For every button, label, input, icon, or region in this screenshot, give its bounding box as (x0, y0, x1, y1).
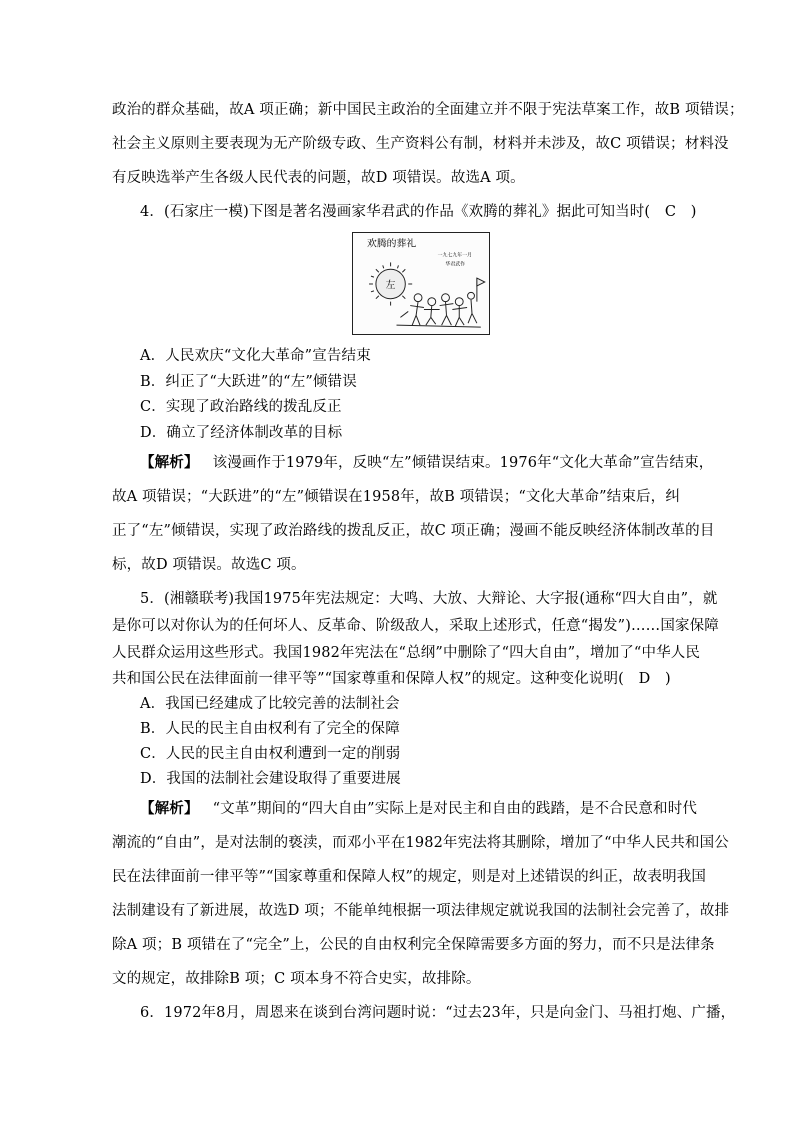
q4-option-c: C．实现了政治路线的拨乱反正 (140, 399, 342, 415)
cartoon-title: 欢腾的葬礼 (367, 238, 417, 250)
q5-analysis-line: 法制建设有了新进展，故选D 项；不能单纯根据一项法律规定就说我国的法制社会完善了，故排 (112, 903, 730, 919)
cartoon-date: 一九七九年一月 (437, 252, 472, 259)
q5-analysis-line: 潮流的“自由”，是对法制的亵渎，而邓小平在1982年宪法将其删除，增加了“中华人民共和国公 (112, 835, 729, 851)
text-line: 政治的群众基础，故A 项正确；新中国民主政治的全面建立并不限于宪法草案工作，故B 项错误； (112, 102, 744, 118)
q5-analysis-line: 除A 项；B 项错在了“完全”上，公民的自由权利完全保障需要多方面的努力，而不只是法律条 (112, 937, 715, 953)
cartoon-author: 华君武作 (445, 261, 466, 268)
q4-analysis-text: 该漫画作于1979年，反映“左”倾错误结束。1976年“文化大革命”宣告结束， (212, 455, 714, 471)
question-4-stem: 4．(石家庄一模)下图是著名漫画家华君武的作品《欢腾的葬礼》据此可知当时( C ) (140, 204, 697, 220)
q5-option-c: C．人民的民主自由权利遭到一定的削弱 (140, 746, 401, 762)
text-line: 有反映选举产生各级人民代表的问题，故D 项错误。故选A 项。 (112, 170, 525, 186)
question-6-stem: 6．1972年8月，周恩来在谈到台湾问题时说：“过去23年，只是向金门、马祖打炮、广播， (140, 1005, 736, 1021)
q4-analysis-line (140, 453, 730, 473)
analysis-label: 【解析】 (140, 454, 199, 471)
q4-analysis-line: 故A 项错误；“大跃进”的“左”倾错误在1958年，故B 项错误；“文化大革命”结束后，纠 (112, 489, 680, 505)
q5-option-a: A．我国已经建成了比较完善的法制社会 (140, 696, 400, 712)
q5-analysis-line: 民在法律面前一律平等”“国家尊重和保障人权”的规定，则是对上述错误的纠正，故表明我国 (112, 869, 707, 885)
q5-analysis-text: “文革”期间的“四大自由”实际上是对民主和自由的践踏，是不合民意和时代 (212, 801, 698, 817)
sun-label: 左 (385, 279, 396, 291)
q4-option-a: A．人民欢庆“文化大革命”宣告结束 (140, 348, 371, 364)
q5-option-b: B．人民的民主自由权利有了完全的保障 (140, 721, 400, 737)
q5-stem-line: 共和国公民在法律面前一律平等”“国家尊重和保障人权”的规定。这种变化说明( D ) (112, 671, 671, 687)
q5-analysis-line (140, 799, 730, 819)
q5-analysis-line: 文的规定，故排除B 项；C 项本身不符合史实，故排除。 (112, 971, 481, 987)
crowd-figures (396, 278, 484, 327)
cartoon-illustration (353, 233, 489, 334)
q5-option-d: D．我国的法制社会建设取得了重要进展 (140, 771, 401, 787)
q5-stem-line: 是你可以对你认为的任何坏人、反革命、阶级敌人，采取上述形式，任意“揭发”)……国家保障 (112, 618, 719, 634)
text-line: 社会主义原则主要表现为无产阶级专政、生产资料公有制，材料并未涉及，故C 项错误；材料没 (112, 136, 729, 152)
q4-analysis-line: 标，故D 项错误。故选C 项。 (112, 557, 306, 573)
cartoon-figure (352, 232, 490, 335)
q5-stem-line: 5．(湘赣联考)我国1975年宪法规定：大鸣、大放、大辩论、大字报(通称“四大自由”，就 (140, 591, 718, 607)
q4-analysis-line: 正了“左”倾错误，实现了政治路线的拨乱反正，故C 项正确；漫画不能反映经济体制改革的目 (112, 523, 715, 539)
analysis-label: 【解析】 (140, 800, 199, 817)
q5-stem-line: 人民群众运用这些形式。我国1982年宪法在“总纲”中删除了“四大自由”，增加了“中华人民 (112, 645, 701, 661)
q4-option-b: B．纠正了“大跃进”的“左”倾错误 (140, 374, 357, 390)
q4-option-d: D．确立了经济体制改革的目标 (140, 425, 343, 441)
